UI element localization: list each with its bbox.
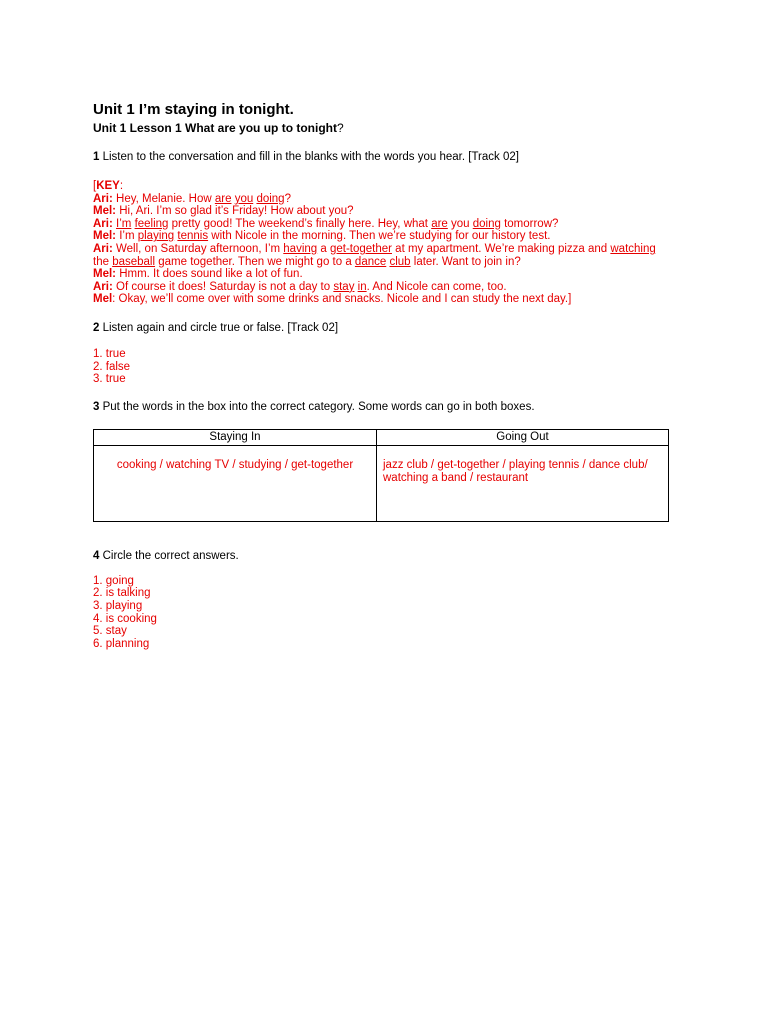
list-item: 3. playing <box>93 599 143 612</box>
table-row <box>94 445 669 521</box>
dialogue-line <box>93 230 673 243</box>
dialogue-line <box>93 256 673 269</box>
list-item: 3. true <box>93 373 126 386</box>
dialogue-line <box>93 268 673 281</box>
question-2-text: Listen again and circle true or false. [Track 02] <box>99 321 339 334</box>
question-2-answers <box>93 348 673 386</box>
header-staying-in: Staying In <box>94 429 377 445</box>
cell-going-out: jazz club / get-together / playing tennis / dance club/ watching a band / restaurant <box>377 445 669 521</box>
answer-word: get-together <box>329 242 392 255</box>
question-4-text: Circle the correct answers. <box>99 549 239 562</box>
subtitle-text: Unit 1 Lesson 1 What are you up to tonight <box>93 121 338 135</box>
question-4-instruction <box>93 549 673 563</box>
speaker-label: Mel: <box>93 205 116 218</box>
dialogue-line <box>93 218 673 231</box>
table-header-row <box>94 429 669 445</box>
answer-key-dialogue <box>93 180 673 306</box>
dialogue-text: Hi, Ari. I’m so glad it’s Friday! How about you? <box>116 205 354 218</box>
header-going-out: Going Out <box>377 429 669 445</box>
answer-key-label: [KEY: <box>93 180 124 192</box>
question-4-number: 4 <box>93 549 100 562</box>
dialogue-text: you <box>447 217 473 230</box>
dialogue-text: a <box>317 242 330 255</box>
dialogue-text: at my apartment. We’re making pizza and <box>391 242 611 255</box>
answer-word: club <box>389 255 411 268</box>
speaker-label: Mel: <box>93 230 116 243</box>
page-subtitle <box>93 120 673 136</box>
dialogue-text: Well, on Saturday afternoon, I’m <box>112 242 284 255</box>
dialogue-line <box>93 205 673 218</box>
answer-word: feeling <box>134 217 169 230</box>
dialogue-text: with Nicole in the morning. Then we’re studying for our history test. <box>208 230 551 243</box>
dialogue-text: : Okay, we’ll come over with some drinks and snacks. Nicole and I can study the next day.] <box>112 293 572 306</box>
dialogue-line <box>93 243 673 256</box>
answer-word: having <box>283 242 318 255</box>
answer-word: are <box>214 192 232 205</box>
page-title: Unit 1 I’m staying in tonight. <box>93 101 294 118</box>
speaker-label: Mel <box>93 293 113 306</box>
dialogue-line <box>93 293 673 306</box>
question-2-number: 2 <box>93 321 100 334</box>
question-2-instruction <box>93 321 673 335</box>
list-item: 2. false <box>93 360 131 373</box>
dialogue-text: Hey, Melanie. How <box>112 192 215 205</box>
category-table <box>93 429 669 522</box>
dialogue-line <box>93 281 673 294</box>
dialogue-text: pretty good! The weekend’s finally here. Hey, what <box>168 217 432 230</box>
list-item: 2. is talking <box>93 587 151 600</box>
answer-word: playing <box>137 230 175 243</box>
list-item: 6. planning <box>93 637 150 650</box>
speaker-label: Ari: <box>93 217 113 230</box>
answer-word: baseball <box>112 255 156 268</box>
question-1-instruction <box>93 150 673 164</box>
answer-word: doing <box>472 217 501 230</box>
list-item: 4. is cooking <box>93 612 157 625</box>
dialogue-text: Of course it does! Saturday is not a day to <box>112 280 334 293</box>
list-item: 1. going <box>93 574 134 587</box>
answer-word: dance <box>354 255 387 268</box>
dialogue-text: the <box>93 255 113 268</box>
dialogue-text: tomorrow? <box>500 217 559 230</box>
list-item: 1. true <box>93 347 126 360</box>
answer-word: I’m <box>116 217 132 230</box>
speaker-label: Ari: <box>93 192 113 205</box>
cell-staying-in: cooking / watching TV / studying / get-together <box>94 445 377 521</box>
answer-word: stay <box>333 280 355 293</box>
key-label: KEY <box>96 180 120 192</box>
answer-word: in <box>357 280 367 293</box>
list-item: 5. stay <box>93 625 127 638</box>
speaker-label: Ari: <box>93 242 113 255</box>
answer-word: tennis <box>177 230 209 243</box>
dialogue-text: game together. Then we might go to a <box>155 255 355 268</box>
speaker-label: Mel: <box>93 268 116 281</box>
question-1-number: 1 <box>93 151 100 163</box>
answer-word: are <box>431 217 448 230</box>
question-3-text: Put the words in the box into the correct category. Some words can go in both boxes. <box>99 400 535 413</box>
dialogue-text: I’m <box>116 230 138 243</box>
dialogue-text: later. Want to join in? <box>410 255 521 268</box>
answer-word: doing <box>256 192 285 205</box>
dialogue-text: . And Nicole can come, too. <box>366 280 507 293</box>
worksheet-page <box>93 100 673 650</box>
dialogue-lines <box>93 193 673 306</box>
question-3-instruction <box>93 400 673 414</box>
dialogue-line <box>93 193 673 206</box>
subtitle-question-mark: ? <box>337 121 344 135</box>
answer-word: you <box>234 192 254 205</box>
dialogue-text: Hmm. It does sound like a lot of fun. <box>116 268 303 281</box>
speaker-label: Ari: <box>93 280 113 293</box>
dialogue-text: ? <box>284 192 291 205</box>
question-3-number: 3 <box>93 400 100 413</box>
question-1-text: Listen to the conversation and fill in the blanks with the words you hear. [Track 02] <box>99 151 519 163</box>
answer-word: watching <box>610 242 656 255</box>
question-4-answers <box>93 575 673 651</box>
